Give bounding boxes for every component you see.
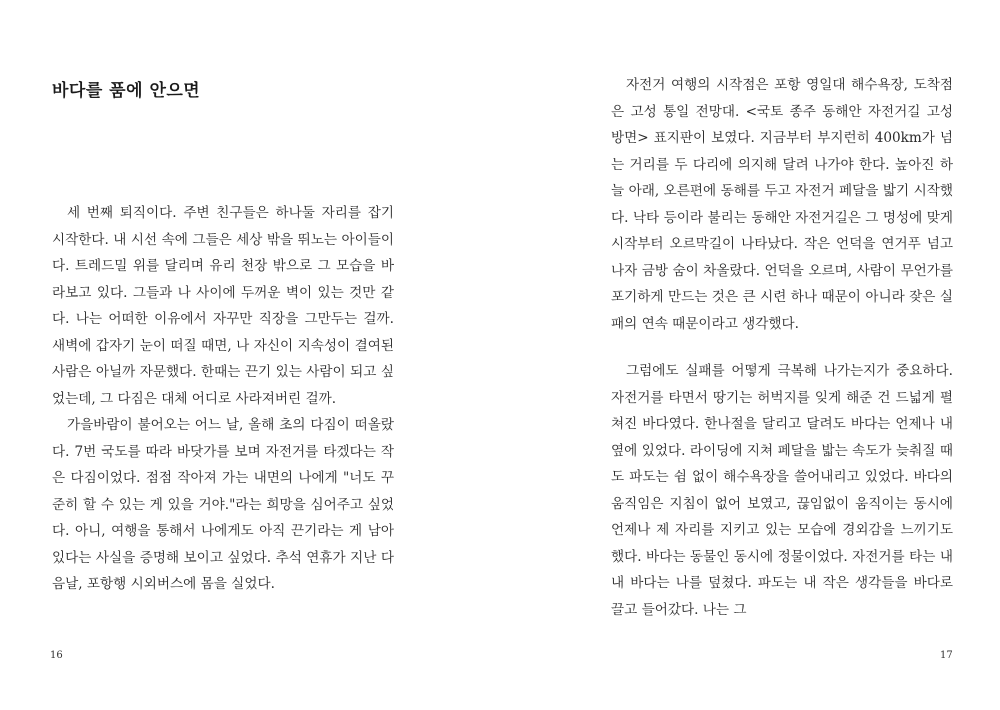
right-body-text-1 — [611, 72, 953, 337]
left-body-text — [52, 200, 394, 598]
chapter-title: 바다를 품에 안으면 — [52, 81, 201, 101]
paragraph: 세 번째 퇴직이다. 주변 친구들은 하나둘 자리를 잡기 시작한다. 내 시선 속에 그들은 세상 밖을 뛰노는 아이들이다. 트레드밀 위를 달리며 유리 천장 밖으로 그 모습을 바라보고 있다. 그들과 나 사이에 두꺼운 벽이 있는 것만 같다. 나는 어떠한 이유에서 자꾸만 직장을 그만두는 걸까. 새벽에 갑자기 눈이 떠질 때면, 나 자신이 지속성이 결여된 사람은 아닐까 자문했다. 한때는 끈기 있는 사람이 되고 싶었는데, 그 다짐은 대체 어디로 사라져버린 걸까. — [52, 205, 394, 407]
paragraph: 자전거 여행의 시작점은 포항 영일대 해수욕장, 도착점은 고성 통일 전망대. <국토 종주 동해안 자전거길 고성 방면> 표지판이 보였다. 지금부터 부지런히 400km가 넘는 거리를 두 다리에 의지해 달려 나가야 한다. 높아진 하늘 아래, 오른편에 동해를 두고 자전거 페달을 밟기 시작했다. 낙타 등이라 불리는 동해안 자전거길은 그 명성에 맞게 시작부터 오르막길이 나타났다. 작은 언덕을 연거푸 넘고 나자 금방 숨이 차올랐다. 언덕을 오르며, 사람이 무언가를 포기하게 만드는 것은 큰 시련 하나 때문이 아니라 잦은 실패의 연속 때문이라고 생각했다. — [611, 77, 953, 332]
right-body-text-2 — [611, 358, 953, 623]
page-number-right: 17 — [940, 650, 953, 661]
right-page — [500, 0, 1000, 710]
paragraph: 그럼에도 실패를 어떻게 극복해 나가는지가 중요하다. 자전거를 타면서 땅기는 허벅지를 잊게 해준 건 드넓게 펼쳐진 바다였다. 한나절을 달리고 달려도 바다는 언제나 내 옆에 있었다. 라이딩에 지쳐 페달을 밟는 속도가 늦춰질 때도 파도는 쉼 없이 해수욕장을 쓸어내리고 있었다. 바다의 움직임은 지침이 없어 보였고, 끊임없이 움직이는 동시에 언제나 제 자리를 지키고 있는 모습에 경외감을 느끼기도 했다. 바다는 동물인 동시에 정물이었다. 자전거를 타는 내내 바다는 나를 덮쳤다. 파도는 내 작은 생각들을 바다로 끌고 들어갔다. 나는 그 — [611, 363, 953, 618]
paragraph: 가을바람이 불어오는 어느 날, 올해 초의 다짐이 떠올랐다. 7번 국도를 따라 바닷가를 보며 자전거를 타겠다는 작은 다짐이었다. 점점 작아져 가는 내면의 나에게 "너도 꾸준히 할 수 있는 게 있을 거야."라는 희망을 심어주고 싶었다. 아니, 여행을 통해서 나에게도 아직 끈기라는 게 남아있다는 사실을 증명해 보이고 싶었다. 추석 연휴가 지난 다음날, 포항행 시외버스에 몸을 실었다. — [52, 417, 394, 592]
page-number-left: 16 — [50, 650, 63, 661]
